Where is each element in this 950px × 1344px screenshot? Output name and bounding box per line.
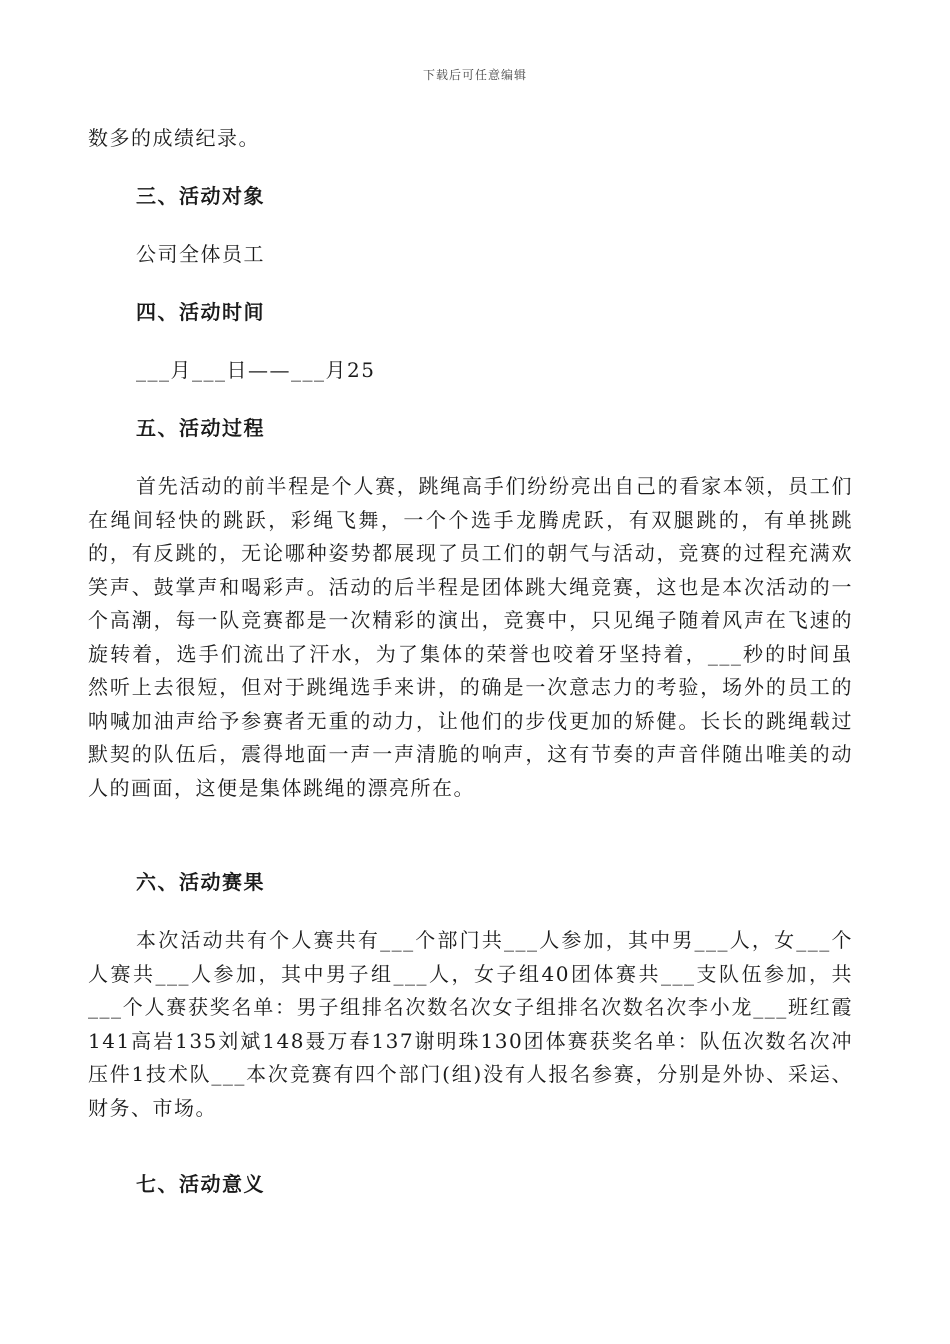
section-4-title: 四、活动时间 bbox=[136, 300, 265, 324]
section-6-title: 六、活动赛果 bbox=[136, 870, 265, 894]
section-5-title: 五、活动过程 bbox=[136, 416, 265, 440]
section-3-body: 公司全体员工 bbox=[136, 242, 265, 266]
header-note: 下载后可任意编辑 bbox=[422, 68, 527, 82]
section-6-body: 本次活动共有个人赛共有___个部门共___人参加，其中男___人，女___个人赛共___人参加，其中男子组___人，女子组40团体赛共___支队伍参加，共___个人赛获奖名单：男子组排名次数名次女子组排名次数名次李小龙___班红霞141高岩135刘斌148聂万春137谢明珠130团体赛获奖名单：队伍次数名次冲压件1技术队___本次竞赛有四个部门(组)没有人报名参赛，分别是外协、采运、财务、市场。 bbox=[88, 928, 853, 1120]
section-7-title: 七、活动意义 bbox=[136, 1172, 265, 1196]
continued-line: 数多的成绩纪录。 bbox=[88, 126, 260, 150]
section-4-body: ___月___日——___月25 bbox=[136, 358, 376, 382]
section-5-body: 首先活动的前半程是个人赛，跳绳高手们纷纷亮出自己的看家本领，员工们在绳间轻快的跳跃，彩绳飞舞，一个个选手龙腾虎跃，有双腿跳的，有单挑跳的，有反跳的，无论哪种姿势都展现了员工们的朝气与活动，竞赛的过程充满欢笑声、鼓掌声和喝彩声。活动的后半程是团体跳大绳竞赛，这也是本次活动的一个高潮，每一队竞赛都是一次精彩的演出，竞赛中，只见绳子随着风声在飞速的旋转着，选手们流出了汗水，为了集体的荣誉也咬着牙坚持着，___秒的时间虽然听上去很短，但对于跳绳选手来讲，的确是一次意志力的考验，场外的员工的呐喊加油声给予参赛者无重的动力，让他们的步伐更加的矫健。长长的跳绳载过默契的队伍后，震得地面一声一声清脆的响声，这有节奏的声音伴随出唯美的动人的画面，这便是集体跳绳的漂亮所在。 bbox=[88, 474, 853, 800]
section-3-title: 三、活动对象 bbox=[136, 184, 265, 208]
